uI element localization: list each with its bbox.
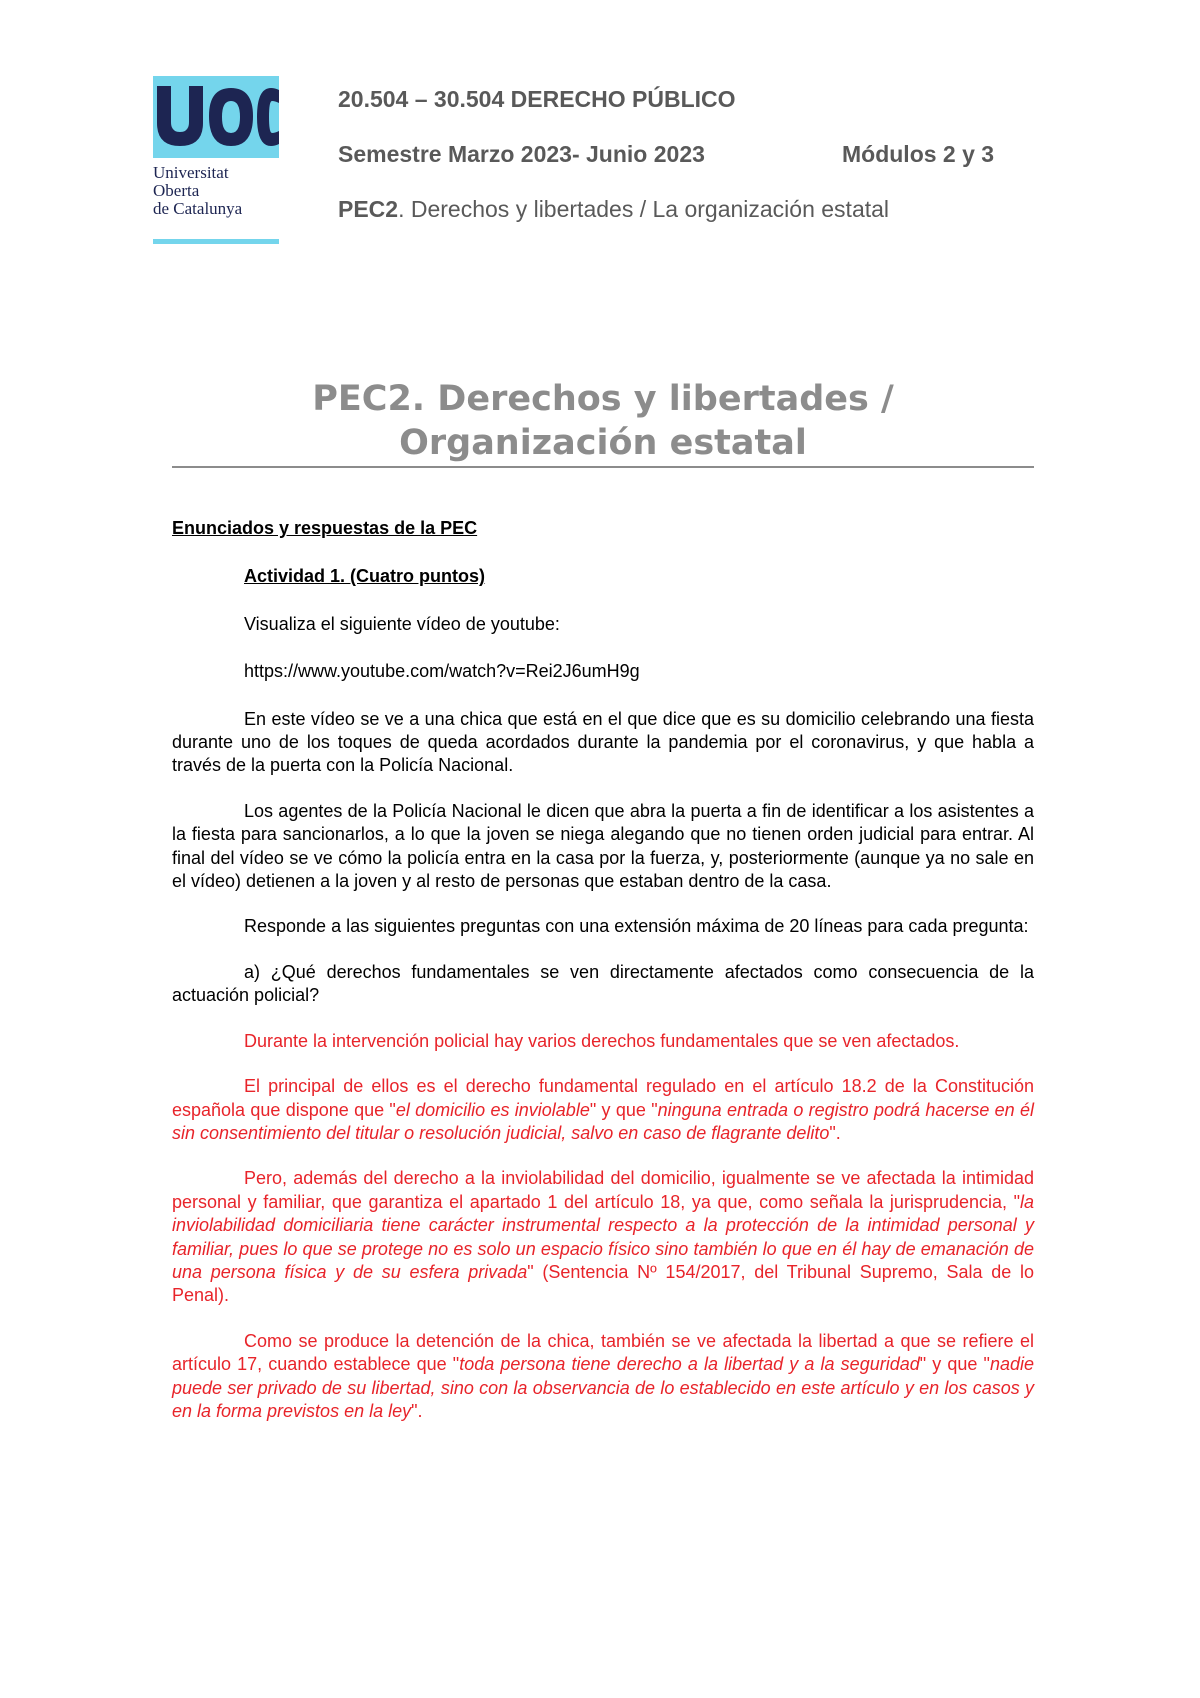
logo-underline [153,239,279,244]
question-a: a) ¿Qué derechos fundamentales se ven directamente afectados como consecuencia de la actuación policial? [172,961,1034,1006]
answer-paragraph [172,1075,1034,1145]
pec-header-code: PEC2 [338,196,399,222]
answer-text: Como se produce la detención de la chica, también se ve afectada la libertad a que se refiere el artículo 17, cuando establece que " [172,1330,1034,1375]
answer-quote: la inviolabilidad domiciliaria tiene carácter instrumental respecto a la protección de la intimidad personal y familiar, pues lo que se protege no es solo un espacio físico sino también lo que en él hay de emanación de una persona física y de su esfera privada [172,1191,1034,1282]
title-line-1: PEC2. Derechos y libertades / [312,379,894,419]
modules-label: Módulos 2 y 3 [842,141,995,167]
answer-text: " y que " [919,1354,990,1375]
instruction-text: Visualiza el siguiente vídeo de youtube: [244,613,560,634]
answer-quote: el domicilio es inviolable [395,1099,590,1120]
semester-label: Semestre Marzo 2023- Junio 2023 [338,141,705,167]
answer-quote: nadie puede ser privado de su libertad, sino con la observancia de lo establecido en este artículo y en los casos y en la forma previstos en la ley [172,1354,1034,1421]
answer-text: " y que " [589,1099,658,1120]
answer-paragraph [172,1330,1034,1424]
answer-text: ". [411,1400,423,1421]
answer-text: ". [829,1122,841,1143]
course-title: 20.504 – 30.504 DERECHO PÚBLICO [338,86,736,112]
title-line-2: Organización estatal [399,423,807,463]
document-title [172,377,1034,465]
logo-line: de Catalunya [153,199,243,218]
answer-paragraph: Durante la intervención policial hay varios derechos fundamentales que se ven afectados. [244,1030,960,1051]
answer-text: " (Sentencia Nº 154/2017, del Tribunal Supremo, Sala de lo Penal). [172,1261,1034,1306]
answer-text: Pero, además del derecho a la inviolabilidad del domicilio, igualmente se ve afectada la intimidad personal y familiar, que garantiza el apartado 1 del artículo 18, ya que, como señala la jurisprudencia, " [172,1168,1034,1212]
activity-heading: Actividad 1. (Cuatro puntos) [244,566,486,587]
logo-letters [153,76,279,158]
logo-wordmark [153,164,279,218]
logo-line: Oberta [153,181,200,200]
title-divider [172,466,1034,468]
answer-quote: toda persona tiene derecho a la libertad y a la seguridad [459,1354,920,1375]
logo-line: Universitat [153,163,229,182]
paragraph: En este vídeo se ve a una chica que está en el que dice que es su domicilio celebrando una fiesta durante uno de los toques de queda acordados durante la pandemia por el coronavirus, y que habla a través de la puerta con la Policía Nacional. [172,708,1034,776]
pec-header [338,196,889,223]
pec-header-rest: . Derechos y libertades / La organización estatal [398,196,890,222]
answer-text: El principal de ellos es el derecho fundamental regulado en el artículo 18.2 de la Constitución española que dispone que " [172,1076,1034,1120]
answer-quote: ninguna entrada o registro podrá hacerse en él sin consentimiento del titular o resolución judicial, salvo en caso de flagrante delito [172,1099,1034,1143]
section-heading: Enunciados y respuestas de la PEC [172,518,478,538]
video-url[interactable]: https://www.youtube.com/watch?v=Rei2J6umH9g [244,661,640,682]
document-body [172,517,1034,1423]
answer-paragraph [172,1167,1034,1307]
uoc-logo [153,76,279,246]
paragraph: Responde a las siguientes preguntas con una extensión máxima de 20 líneas para cada pregunta: [244,916,1029,937]
paragraph: Los agentes de la Policía Nacional le dicen que abra la puerta a fin de identificar a los asistentes a la fiesta para sancionarlos, a lo que la joven se niega alegando que no tienen orden judicial para entrar. Al final del vídeo se ve cómo la policía entra en la casa por la fuerza, y, posteriormente (aunque ya no sale en el vídeo) detienen a la joven y al resto de personas que estaban dentro de la casa. [172,800,1034,892]
